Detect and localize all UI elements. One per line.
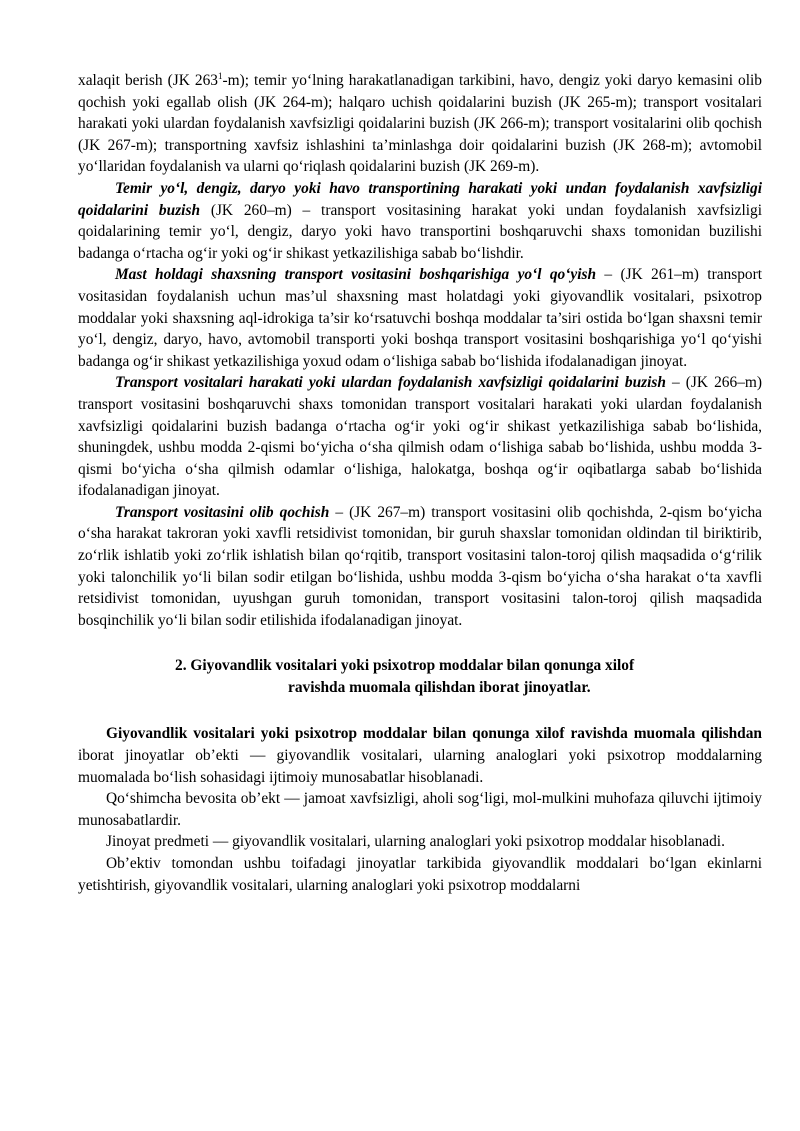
paragraph-text: – (JK 261–m) transport vositasidan foydalanish uchun mas’ul shaxsning mast holatdagi yoki giyovandlik vositalari, psixotrop moddalar yoki shaxsning aql-idrokiga ta’sir ko‘rsatuvchi boshqa moddalar ta’siri ostida bo‘lgan shaxsni temir yo‘l, dengiz, daryo, havo, avtomobil transporti yoki boshqa transport vositasini boshqarishiga yo‘l qo‘yishi badanga og‘ir shikast yetkazilishiga yoxud odam o‘lishiga sabab bo‘lishida ifodalanadigan jinoyat. [78,266,763,370]
paragraph-text: – (JK 266–m) transport vositasini boshqaruvchi shaxs tomonidan transport vositalari harakati yoki ulardan foydalanish xavfsizligi qoidalarini buzish badanga o‘rtacha og‘ir yoki og‘ir shikast yetkazilishiga sabab bo‘lishida, shuningdek, ushbu modda 2-qismi bo‘yicha o‘sha qilmish odam o‘lishiga sabab bo‘lishida, ushbu modda 3-qismi bo‘yicha o‘sha qilmish odamlar o‘lishiga, halokatga, boshqa og‘ir oqibatlarga sabab bo‘lishida ifodalanadigan jinoyat. [78,374,762,500]
document-page [78,70,762,896]
paragraph-jk-266 [78,372,762,502]
paragraph-text: – (JK 267–m) transport vositasini olib qochishda, 2-qism bo‘yicha o‘sha harakat takroran yoki xavfli retsidivist tomonidan, bir guruh shaxslar tomonidan oldindan til biriktirib, zo‘rlik ishlatib yoki zo‘rlik ishlatish bilan qo‘rqitib, transport vositasini talon-toroj qilish maqsadida o‘g‘rilik yoki talonchilik yo‘li bilan sodir etilgan bo‘lishida, ushbu modda 3-qism bo‘yicha o‘sha harakat o‘ta xavfli retsidivist tomonidan, uyushgan guruh tomonidan, transport vositasini talon-toroj qilish maqsadida bosqinchilik yo‘li bilan sodir etilishida ifodalanadigan jinoyat. [78,503,762,629]
term-heading: Temir yo‘l, dengiz, daryo yoki havo transportining harakati yoki undan foydalanish xavfsizligi qoidalarini buzish [78,179,762,219]
paragraph-additional-object: Qo‘shimcha bevosita ob’ekt — jamoat xavfsizligi, aholi sog‘ligi, mol-mulkini muhofaza qiluvchi ijtimoiy munosabatlardir. [78,790,762,829]
term-heading: Transport vositasini olib qochish [115,503,330,521]
paragraph-text: -m); temir yo‘lning harakatlanadigan tarkibini, havo, dengiz yoki daryo kemasini olib qochish yoki egallab olish (JK 264-m); halqaro uchish qoidalarini buzish (JK 265-m); transport vositalari harakati yoki ulardan foydalanish xavfsizligi qoidalarini buzish (JK 266-m); transport vositalarini olib qochish (JK 267-m); transportning xavfsiz ishlashini ta’minlashga doir qoidalarini buzish (JK 268-m); avtomobil yo‘llaridan foydalanish va ularni qo‘riqlash qoidalarini buzish (JK 269-m). [78,72,762,176]
section-heading-line-1: 2. Giyovandlik vositalari yoki psixotrop moddalar bilan qonunga xilof [175,657,635,675]
paragraph-text: (JK 260–m) – transport vositasining harakat yoki undan foydalanish xavfsizligi qoidalarining temir yo‘l, dengiz, daryo yoki havo transportini boshqaruvchi shaxs tomonidan buzilishi badanga o‘rtacha og‘ir yoki og‘ir shikast yetkazilishiga sabab bo‘lishdir. [78,201,762,262]
paragraph-text: iborat jinoyatlar ob’ekti — giyovandlik vositalari, ularning analoglari yoki psixotrop moddalarning muomalada bo‘lish sohasidagi ijtimoiy munosabatlar hisoblanadi. [78,747,762,786]
paragraph-objective-side: Ob’ektiv tomondan ushbu toifadagi jinoyatlar tarkibida giyovandlik moddalari bo‘lgan ekinlarni yetishtirish, giyovandlik vositalari, ularning analoglari yoki psixotrop moddalarni [78,855,762,894]
term-heading: Giyovandlik vositalari yoki psixotrop moddalar bilan qonunga xilof ravishda muomala qilishdan [106,725,762,743]
paragraph-jk-260 [78,178,762,264]
term-heading: Transport vositalari harakati yoki ulardan foydalanish xavfsizligi qoidalarini buzish [115,374,666,392]
section-heading-line-2: ravishda muomala qilishdan iborat jinoyatlar. [288,679,591,697]
paragraph-drug-crimes-object [78,723,762,788]
paragraph-crime-subject: Jinoyat predmeti — giyovandlik vositalari, ularning analoglari yoki psixotrop moddalar hisoblanadi. [106,833,725,851]
paragraph-jk-267 [78,502,762,632]
section-heading [78,655,762,699]
superscript: 1 [217,70,223,81]
term-heading: Mast holdagi shaxsning transport vositasini boshqarishiga yo‘l qo‘yish [115,266,597,284]
paragraph-transport-crimes-list [78,70,762,178]
paragraph-jk-261 [78,264,762,372]
paragraph-text: xalaqit berish (JK 263 [78,72,218,89]
